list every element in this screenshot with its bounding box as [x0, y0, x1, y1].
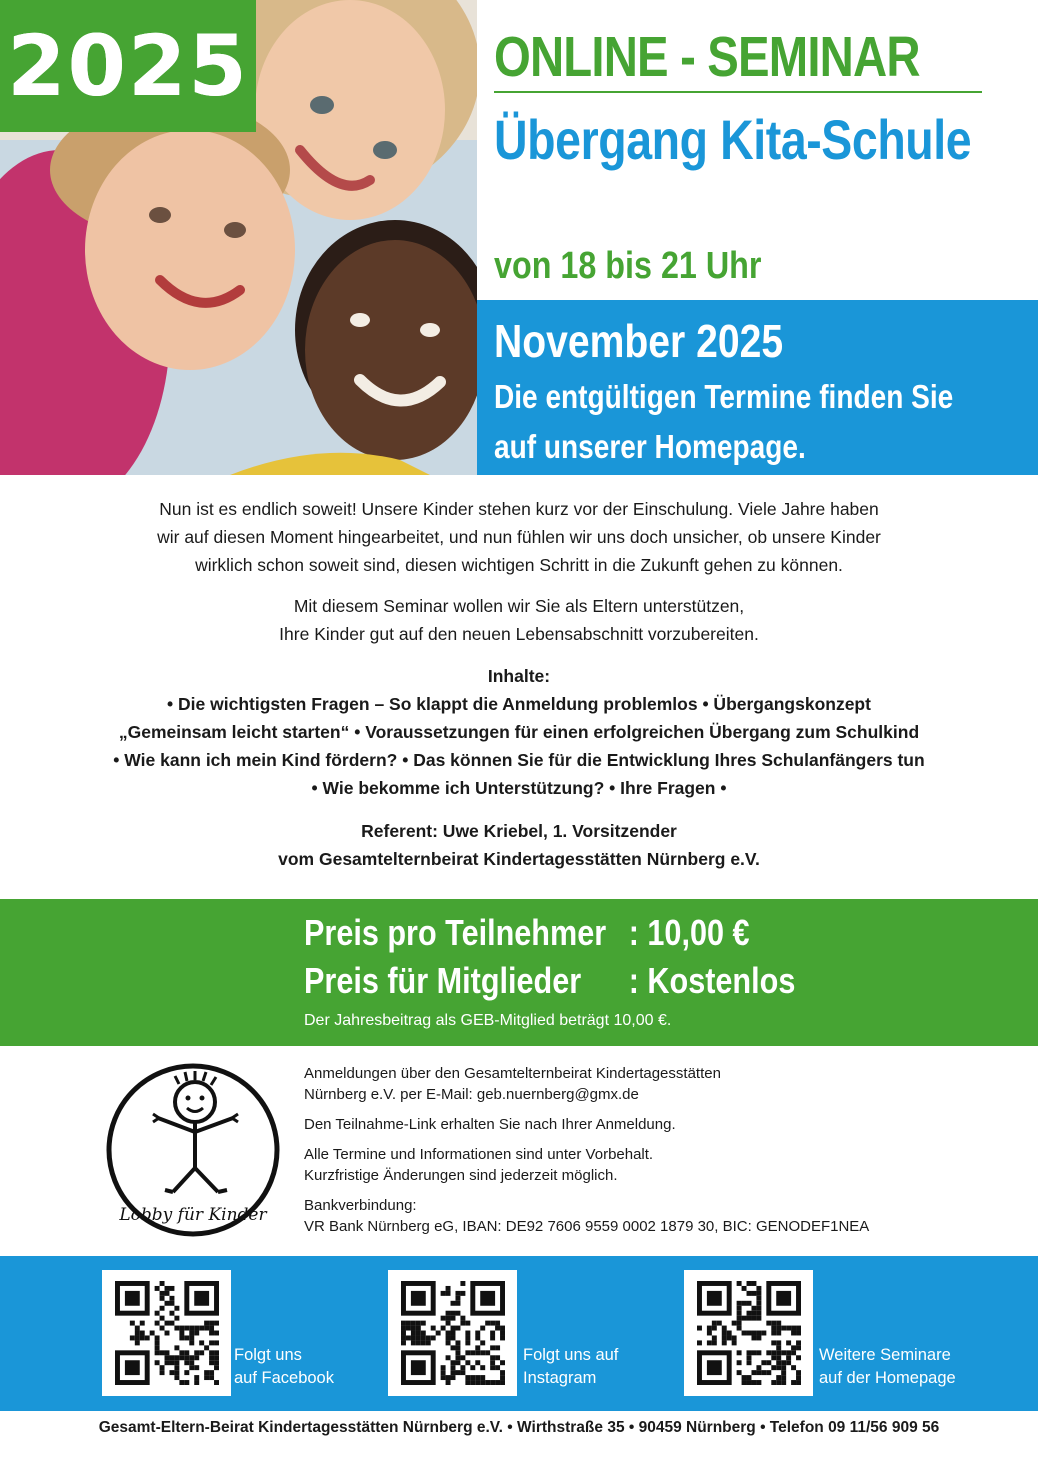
support-line: Ihre Kinder gut auf den neuen Lebensabschnitt vorzubereiten.	[279, 624, 759, 644]
price-colon: :	[628, 912, 639, 953]
date-note	[494, 372, 953, 472]
footer-address: Gesamt-Eltern-Beirat Kindertagesstätten Nürnberg e.V. • Wirthstraße 35 • 90459 Nürnberg • Telefon 09 11/56 909 56	[98, 1419, 940, 1436]
logo-text: Lobby für Kinder	[119, 1205, 267, 1225]
facebook-qr-label	[234, 1344, 334, 1390]
price-value: 10,00 €	[647, 912, 750, 953]
facebook-qr-code[interactable]	[102, 1270, 231, 1396]
link-info: Den Teilnahme-Link erhalten Sie nach Ihrer Anmeldung.	[304, 1116, 676, 1133]
contents-heading: Inhalte:	[487, 666, 551, 686]
price-bar	[0, 899, 1038, 1046]
seminar-subtitle: Übergang Kita-Schule	[494, 108, 972, 171]
instagram-qr-code[interactable]	[388, 1270, 517, 1396]
info-line: Kurzfristige Änderungen sind jederzeit möglich.	[304, 1167, 618, 1184]
qr-label-line: Folgt uns auf	[523, 1346, 619, 1364]
bank-details: VR Bank Nürnberg eG, IBAN: DE92 7606 9559 0002 1879 30, BIC: GENODEF1NEA	[304, 1218, 870, 1235]
date-note-line: auf unserer Homepage.	[494, 428, 806, 465]
price-row-participant	[304, 912, 750, 954]
date-box	[477, 300, 1038, 475]
date-note-line: Die entgültigen Termine finden Sie	[494, 378, 954, 415]
reservation-info	[304, 1144, 1024, 1186]
intro-line: Nun ist es endlich soweit! Unsere Kinder stehen kurz vor der Einschulung. Viele Jahre haben	[159, 499, 879, 519]
speaker-line: Referent: Uwe Kriebel, 1. Vorsitzender	[361, 821, 677, 841]
price-label: Preis pro Teilnehmer	[304, 912, 607, 953]
contents-line: • Die wichtigsten Fragen – So klappt die Anmeldung problemlos • Übergangskonzept	[167, 694, 871, 714]
date-month: November 2025	[494, 315, 784, 367]
seminar-title: ONLINE - SEMINAR	[494, 25, 920, 89]
price-row-member	[304, 960, 795, 1002]
bank-label: Bankverbindung:	[304, 1197, 417, 1214]
contents-line: • Wie bekomme ich Unterstützung? • Ihre Fragen •	[311, 778, 727, 798]
homepage-qr-label	[819, 1344, 956, 1390]
hero-photo	[0, 0, 477, 475]
price-value: Kostenlos	[647, 960, 796, 1001]
year-badge	[0, 0, 256, 132]
info-line: Nürnberg e.V. per E-Mail: geb.nuernberg@gmx.de	[304, 1086, 639, 1103]
intro-line: wir auf diesen Moment hingearbeitet, und nun fühlen wir uns doch unsicher, ob unsere Kinder	[157, 527, 881, 547]
homepage-qr-code[interactable]	[684, 1270, 813, 1396]
qr-label-line: Instagram	[523, 1369, 597, 1387]
lobby-fuer-kinder-logo	[103, 1060, 283, 1240]
info-line: Anmeldungen über den Gesamtelternbeirat Kindertagesstätten	[304, 1065, 721, 1082]
speaker-section	[0, 817, 1038, 873]
contents-line: „Gemeinsam leicht starten“ • Voraussetzungen für einen erfolgreichen Übergang zum Schulkind	[118, 722, 920, 742]
qr-code-bar	[0, 1256, 1038, 1411]
info-line: Alle Termine und Informationen sind unter Vorbehalt.	[304, 1146, 654, 1163]
price-note: Der Jahresbeitrag als GEB-Mitglied beträgt 10,00 €.	[304, 1012, 672, 1029]
qr-label-line: auf der Homepage	[819, 1369, 956, 1387]
intro-line: wirklich schon soweit sind, diesen wichtigen Schritt in die Zukunft gehen zu können.	[195, 555, 843, 575]
speaker-line: vom Gesamtelternbeirat Kindertagesstätten Nürnberg e.V.	[278, 849, 760, 869]
price-colon: :	[628, 960, 639, 1001]
bank-info	[304, 1195, 1024, 1237]
qr-label-line: Weitere Seminare	[819, 1346, 951, 1364]
title-underline	[494, 91, 982, 93]
seminar-time: von 18 bis 21 Uhr	[494, 245, 762, 287]
info-section	[304, 1063, 1024, 1246]
contents-section	[0, 662, 1038, 802]
support-line: Mit diesem Seminar wollen wir Sie als Eltern unterstützen,	[293, 596, 745, 616]
qr-label-line: auf Facebook	[234, 1369, 334, 1387]
registration-info	[304, 1063, 1024, 1105]
year-text: 2025	[7, 17, 249, 115]
intro-paragraph	[0, 495, 1038, 579]
price-label: Preis für Mitglieder	[304, 960, 582, 1001]
instagram-qr-label	[523, 1344, 618, 1390]
support-paragraph	[0, 592, 1038, 648]
qr-label-line: Folgt uns	[234, 1346, 302, 1364]
contents-line: • Wie kann ich mein Kind fördern? • Das können Sie für die Entwicklung Ihres Schulanfängers tun	[113, 750, 925, 770]
